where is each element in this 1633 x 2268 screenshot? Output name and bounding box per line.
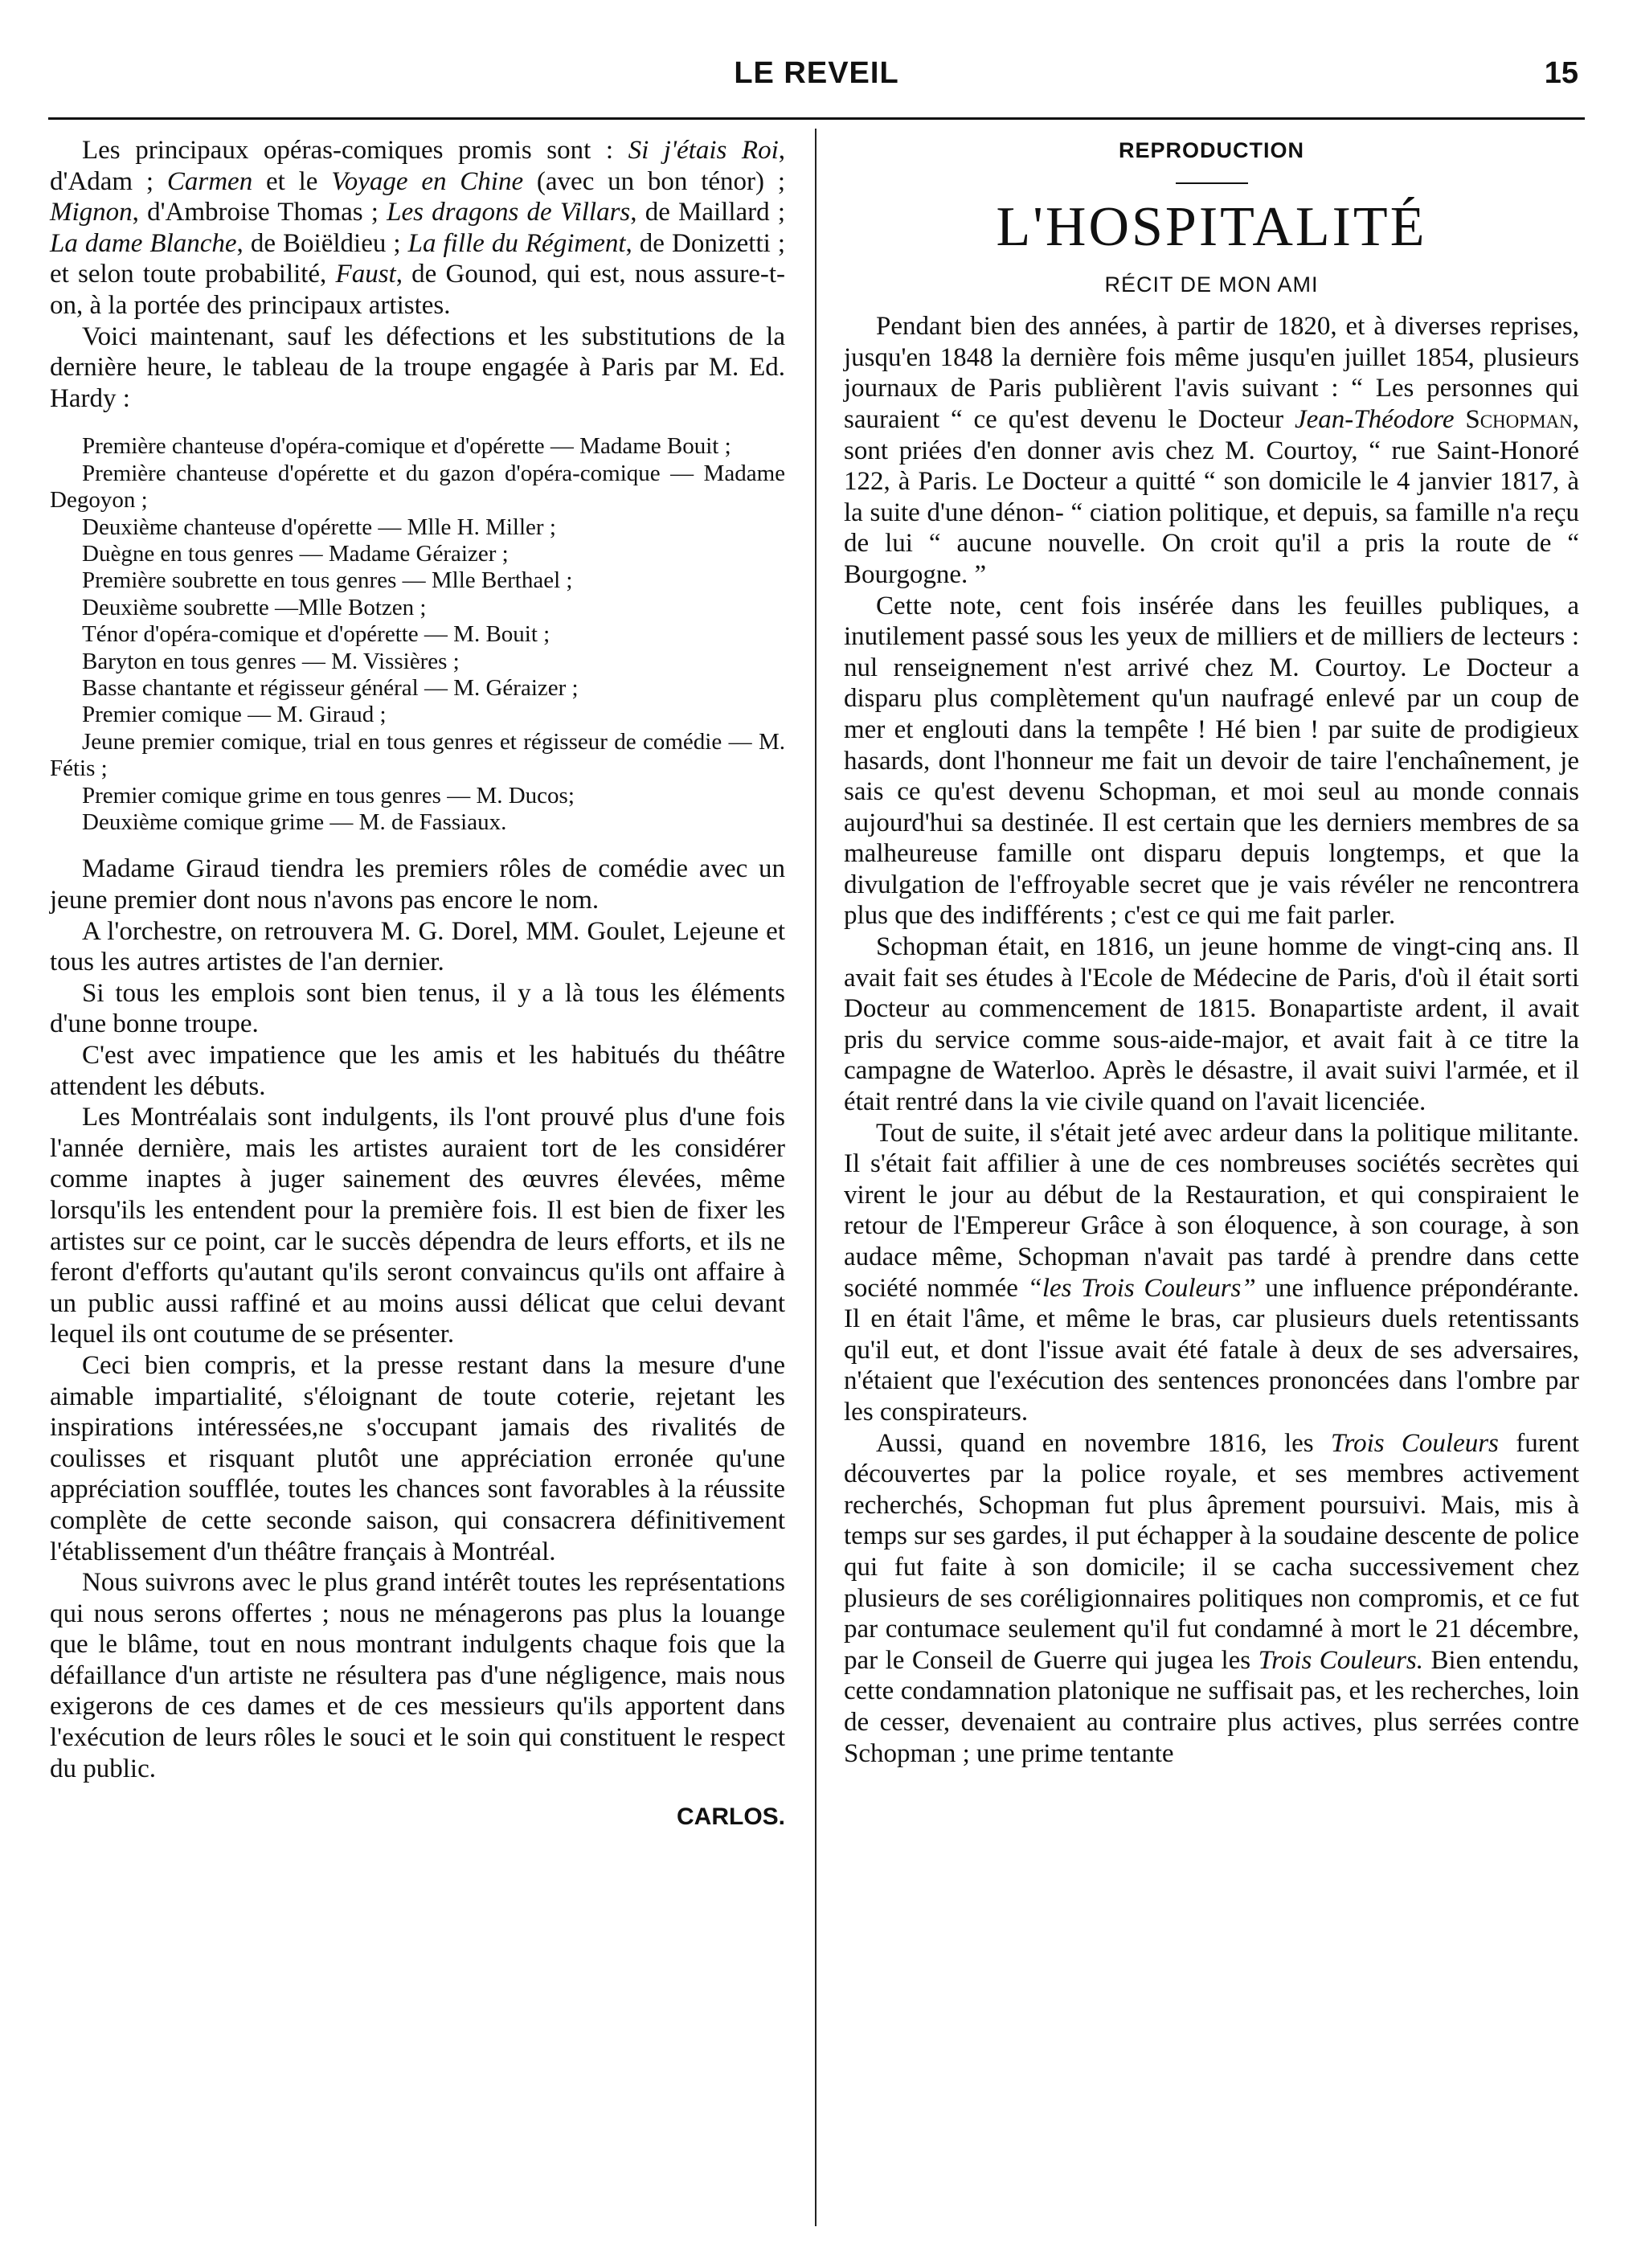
story-paragraph: Schopman était, en 1816, un jeune homme de vingt-cinq ans. Il avait fait ses études à l'Ecole de Médecine de Paris, d'où il était sorti Docteur au commencement de 1815. Bonapartiste ardent, il avait pris du service comme sous-aide-major, et avait fait à ce titre la campagne de Waterloo. Après le désastre, il avait suivi l'armée, et il était rentré dans la vie civile quand on l'avait licenciée. — [844, 932, 1579, 1117]
troupe-item: Deuxième chanteuse d'opérette — Mlle H. Miller ; — [82, 514, 556, 540]
page-header — [48, 56, 1585, 104]
article-paragraph: Les Montréalais sont indulgents, ils l'ont prouvé plus d'une fois l'année dernière, mais les artistes auraient tort de les considérer comme inaptes à juger sainement des œuvres élevées, même lorsqu'ils les entendent pour la première fois. Il est bien de fixer les artistes sur ce point, car le succès dépendra de leurs efforts, et ils ne feront d'efforts qu'autant qu'ils seront convaincus qu'ils ont affaire à un public aussi raffiné et au moins aussi délicat que celui devant lequel ils ont coutume de se présenter. — [50, 1103, 785, 1349]
left-column — [50, 135, 785, 1833]
story-subtitle: RÉCIT DE MON AMI — [1104, 272, 1319, 297]
troupe-item: Premier comique grime en tous genres — M. Ducos; — [82, 782, 575, 809]
troupe-item: Première chanteuse d'opéra-comique et d'opérette — Madame Bouit ; — [82, 433, 731, 460]
troupe-item: Jeune premier comique, trial en tous genres et régisseur de comédie — M. Fétis ; — [50, 728, 785, 782]
troupe-item: Première soubrette en tous genres — Mlle Berthael ; — [82, 567, 573, 594]
troupe-item: Premier comique — M. Giraud ; — [82, 702, 387, 728]
troupe-item: Première chanteuse d'opérette et du gazon d'opéra-comique — Madame Degoyon ; — [50, 460, 785, 514]
page-number: 15 — [1544, 56, 1578, 90]
troupe-intro-paragraph: Voici maintenant, sauf les défections et les substitutions de la dernière heure, le tableau de la troupe engagée à Paris par M. Ed. Hardy : — [50, 321, 785, 413]
troupe-item: Deuxième soubrette —Mlle Botzen ; — [82, 594, 427, 620]
story-paragraph: Tout de suite, il s'était jeté avec ardeur dans la politique militante. Il s'était fait affilier à une de ces nombreuses sociétés secrètes qui virent le jour au début de la Restauration, et qui conspiraient le retour de l'Empereur Grâce à son éloquence, à son courage, à son audace même, Schopman n'avait pas tardé à prendre dans cette société nommée “les Trois Couleurs” une influence prépondérante. Il en était l'âme, et même le bras, car plusieurs duels retentissants qu'il eut, et dont l'issue avait été fatale à deux de ses adversaires, n'étaient que l'exécution des sentences prononcées dans l'ombre par les conspirateurs. — [844, 1118, 1579, 1427]
troupe-item: Basse chantante et régisseur général — M. Géraizer ; — [82, 675, 579, 701]
troupe-item: Duègne en tous genres — Madame Géraizer ; — [82, 540, 509, 567]
article-paragraph: Madame Giraud tiendra les premiers rôles de comédie avec un jeune premier dont nous n'avons pas encore le nom. — [50, 854, 785, 915]
article-paragraph: Si tous les emplois sont bien tenus, il y a là tous les éléments d'une bonne troupe. — [50, 978, 785, 1039]
troupe-item: Baryton en tous genres — M. Vissières ; — [82, 648, 460, 674]
operas-paragraph: Les principaux opéras-comiques promis sont : Si j'étais Roi, d'Adam ; Carmen et le Voyage en Chine (avec un bon ténor) ; Mignon, d'Ambroise Thomas ; Les dragons de Villars, de Maillard ; La dame Blanche, de Boiëldieu ; La fille du Régiment, de Donizetti ; et selon toute probabilité, Faust, de Gounod, qui est, nous assure-t-on, à la portée des principaux artistes. — [50, 136, 786, 320]
story-paragraph: Cette note, cent fois insérée dans les feuilles publiques, a inutilement passé sous les yeux de milliers et de milliers de lecteurs : nul renseignement n'est arrivé chez M. Courtoy. Le Docteur a disparu plus complètement qu'un naufragé enlevé par un coup de mer et englouti dans la tempête ! Hé bien ! par suite de prodigieux hasards, dont l'honneur me fait un devoir de taire l'enchaînement, je sais ce qu'est devenu Schopman, et moi seul au monde connais aujourd'hui sa destinée. Il est certain que les derniers membres de sa malheureuse famille ont disparu depuis longtemps, et que la divulgation de l'effroyable secret que je vais révéler ne rencontrera plus que des indifférents ; c'est ce qui me fait parler. — [844, 591, 1579, 931]
troupe-list — [50, 433, 785, 836]
author-signature: CARLOS. — [677, 1803, 785, 1831]
newspaper-title: LE REVEIL — [734, 56, 899, 90]
article-paragraph: Nous suivrons avec le plus grand intérêt toutes les représentations qui nous serons offertes ; nous ne ménagerons pas plus la louange que le blâme, tout en nous montrant indulgents chaque fois que la défaillance d'un artiste ne résultera pas d'une négligence, mais nous exigerons de ces dames et de ces messieurs qu'ils apportent dans l'exécution de leurs rôles le souci et le soin qui constituent le respect du public. — [50, 1568, 785, 1783]
header-rule — [48, 117, 1585, 120]
article-paragraph: Ceci bien compris, et la presse restant dans la mesure d'une aimable impartialité, s'éloignant de toute coterie, rejetant les inspirations intéressées,ne s'occupant jamais des rivalités de coulisses et risquant plutôt une appréciation erronée qu'une appréciation soufflée, toutes les chances sont favorables à la réussite complète de cette seconde saison, qui consacrera définitivement l'établissement d'un théâtre français à Montréal. — [50, 1350, 785, 1566]
story-title: L'HOSPITALITÉ — [996, 195, 1427, 258]
troupe-item: Ténor d'opéra-comique et d'opérette — M. Bouit ; — [82, 621, 550, 648]
right-column — [844, 135, 1579, 1769]
reproduction-label: REPRODUCTION — [1118, 138, 1304, 162]
column-divider — [815, 129, 816, 2226]
title-rule — [1176, 182, 1248, 184]
notice-paragraph: Pendant bien des années, à partir de 1820, et à diverses reprises, jusqu'en 1848 la dernière fois même jusqu'en juillet 1854, plusieurs journaux de Paris publièrent l'avis suivant : “ Les personnes qui sauraient “ ce qu'est devenu le Docteur Jean-Théodore Schopman, sont priées d'en donner avis chez M. Courtoy, “ rue Saint-Honoré 122, à Paris. Le Docteur a quitté “ son domicile le 4 janvier 1817, à la suite d'une dénon- “ ciation politique, et depuis, sa famille n'a reçu de lui “ aucune nouvelle. On croit qu'il a pris la route de “ Bourgogne. ” — [844, 312, 1579, 589]
article-paragraph: C'est avec impatience que les amis et les habitués du théâtre attendent les débuts. — [50, 1041, 785, 1101]
story-paragraph: Aussi, quand en novembre 1816, les Trois Couleurs furent découvertes par la police royale, et ses membres activement recherchés, Schopman fut plus âprement poursuivi. Mais, mis à temps sur ses gardes, il put échapper à la soudaine descente de police qui fut faite à son domicile; il se cacha successivement chez plusieurs de ses coréligionnaires politiques non compromis, et ce fut par contumace seulement qu'il fut condamné à mort le 21 décembre, par le Conseil de Guerre qui jugea les Trois Couleurs. Bien entendu, cette condamnation platonique ne suffisait pas, et les recherches, loin de cesser, devenaient au contraire plus actives, plus serrées contre Schopman ; une prime tentante — [844, 1428, 1580, 1768]
troupe-item: Deuxième comique grime — M. de Fassiaux. — [82, 809, 507, 836]
article-paragraph: A l'orchestre, on retrouvera M. G. Dorel, MM. Goulet, Lejeune et tous les autres artistes de l'an dernier. — [50, 916, 785, 977]
